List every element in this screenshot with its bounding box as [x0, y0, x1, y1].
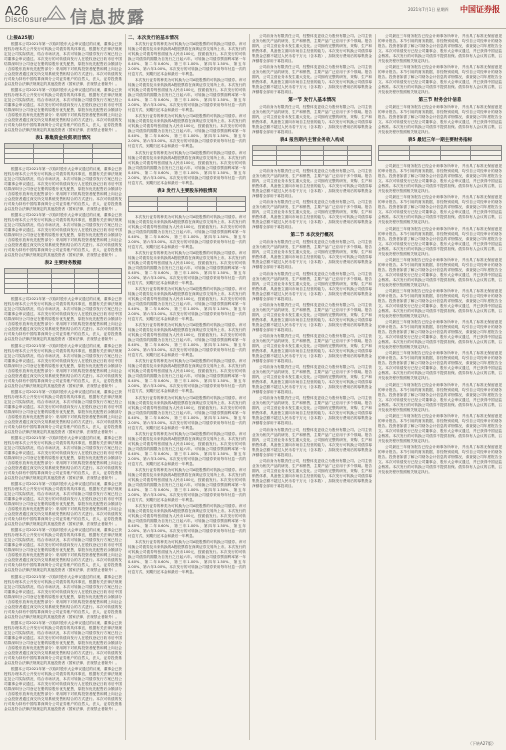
newspaper-name: 中国证券报: [460, 4, 500, 14]
col2-paragraph: 本次发行证券的种类为可转换为公司A股股票的可转换公司债券。该可转换公司债券及未来转换的A股股票将在深圳证券交易所上市。本次发行的可转换公司债券每张面值为人民币100元，按面值发行。本次发行的可转换公司债券的期限为自发行之日起六年。可转换公司债券票面利率第一年0.40%、第二年0.60%、第三年1.00%、第四年1.50%、第五年2.00%、第六年3.00%。本次发行的可转换公司债券采用每年付息一次的付息方式，到期归还本金和最后一年利息。: [128, 42, 246, 76]
col2-paragraph: 本次发行证券的种类为可转换为公司A股股票的可转换公司债券。该可转换公司债券及未来转换的A股股票将在深圳证券交易所上市。本次发行的可转换公司债券每张面值为人民币100元，按面值发行。本次发行的可转换公司债券的期限为自发行之日起六年。可转换公司债券票面利率第一年0.40%、第二年0.60%、第三年1.00%、第四年1.50%、第五年2.00%、第六年3.00%。本次发行的可转换公司债券采用每年付息一次的付息方式，到期归还本金和最后一年利息。: [128, 114, 246, 149]
col3-paragraph: 公司前身为有限责任公司，经整体变更设立为股份有限公司。公司主营业务为相关产品的研发、生产和销售，主要产品广泛应用于多个领域。报告期内，公司主营业务未发生重大变化。公司拥有完整的研发、采购、生产和销售体系，具备独立面向市场自主经营的能力。本次发行可转换公司债券募集资金总额不超过人民币若干万元（含本数），扣除发行费用后的募集资金净额将全部用于募投项目。: [252, 169, 372, 199]
col1-paragraph: 根据本公司2021年第一次临时股东大会审议通过的议案，董事会已获授权办理本次公开发行可转换公司债券的具体事宜，根据有关法律法规规定及公司实际情况，结合市场状况，本次可转换公司债券发行方案已经公司董事会审议通过。本次发行的可转债向发行人在股权登记日收市后中国结算深圳分公司登记在册的原股东优先配售，原股东优先配售后余额部分（含原股东放弃优先配售部分）采用网下对机构投资者配售和网上向社会公众投资者通过深交所交易系统发售相结合的方式进行。本次可转债的发行对象为持有中国结算深圳分公司证券账户的自然人、法人、证券投资基金以及符合法律法规规定的其他投资者（国家法律、法规禁止者除外）。: [4, 389, 122, 434]
table-caption: 表1 募集资金投资项目情况: [35, 136, 91, 142]
col3-paragraph: 公司前身为有限责任公司，经整体变更设立为股份有限公司。公司主营业务为相关产品的研发、生产和销售，主要产品广泛应用于多个领域。报告期内，公司主营业务未发生重大变化。公司拥有完整的研发、采购、生产和销售体系，具备独立面向市场自主经营的能力。本次发行可转换公司债券募集资金总额不超过人民币若干万元（含本数），扣除发行费用后的募集资金净额将全部用于募投项目。: [252, 240, 372, 270]
revenue-table: [252, 145, 372, 166]
col2-paragraph: 本次发行证券的种类为可转换为公司A股股票的可转换公司债券。该可转换公司债券及未来转换的A股股票将在深圳证券交易所上市。本次发行的可转换公司债券每张面值为人民币100元，按面值发行。本次发行的可转换公司债券的期限为自发行之日起六年。可转换公司债券票面利率第一年0.40%、第二年0.60%、第三年1.00%、第四年1.50%、第五年2.00%、第六年3.00%。本次发行的可转换公司债券采用每年付息一次的付息方式，到期归还本金和最后一年利息。: [128, 431, 246, 466]
col3-paragraph: 公司前身为有限责任公司，经整体变更设立为股份有限公司。公司主营业务为相关产品的研发、生产和销售，主要产品广泛应用于多个领域。报告期内，公司主营业务未发生重大变化。公司拥有完整的研发、采购、生产和销售体系，具备独立面向市场自主经营的能力。本次发行可转换公司债券募集资金总额不超过人民币若干万元（含本数），扣除发行费用后的募集资金净额将全部用于募投项目。: [252, 396, 372, 426]
col1-paragraph: 根据本公司2021年第一次临时股东大会审议通过的议案，董事会已获授权办理本次公开发行可转换公司债券的具体事宜，根据有关法律法规规定及公司实际情况，结合市场状况，本次可转换公司债券发行方案已经公司董事会审议通过。本次发行的可转债向发行人在股权登记日收市后中国结算深圳分公司登记在册的原股东优先配售，原股东优先配售后余额部分（含原股东放弃优先配售部分）采用网下对机构投资者配售和网上向社会公众投资者通过深交所交易系统发售相结合的方式进行。本次可转债的发行对象为持有中国结算深圳分公司证券账户的自然人、法人、证券投资基金以及符合法律法规规定的其他投资者（国家法律、法规禁止者除外）。: [4, 297, 122, 342]
col2-paragraph: 本次发行证券的种类为可转换为公司A股股票的可转换公司债券。该可转换公司债券及未来转换的A股股票将在深圳证券交易所上市。本次发行的可转换公司债券每张面值为人民币100元，按面值发行。本次发行的可转换公司债券的期限为自发行之日起六年。可转换公司债券票面利率第一年0.40%、第二年0.60%、第三年1.00%、第四年1.50%、第五年2.00%、第六年3.00%。本次发行的可转换公司债券采用每年付息一次的付息方式，到期归还本金和最后一年利息。: [128, 78, 246, 113]
col2-paragraph: 本次发行证券的种类为可转换为公司A股股票的可转换公司债券。该可转换公司债券及未来转换的A股股票将在深圳证券交易所上市。本次发行的可转换公司债券每张面值为人民币100元，按面值发行。本次发行的可转换公司债券的期限为自发行之日起六年。可转换公司债券票面利率第一年0.40%、第二年0.60%、第三年1.00%、第四年1.50%、第五年2.00%、第六年3.00%。本次发行的可转换公司债券采用每年付息一次的付息方式，到期归还本金和最后一年利息。: [128, 286, 246, 321]
col4-paragraph: 公司最近三年财务报告已经会计师事务所审计，并出具了标准无保留意见的审计报告。本节引用的财务数据，非经特别说明，均引自公司经审计的财务报告。投资者如需了解公司财务会计信息的详细情况，请查阅公司年度报告全文。本次可转债发行已经公司董事会、股东大会审议通过，并已获得中国证监会核准。本次发行的可转换公司债券不提供担保。债券持有人会议的召集、召开及表决程序按照相关规定执行。: [378, 444, 502, 474]
table-caption: 表3 发行人主要股东持股情况: [157, 188, 217, 194]
col2-paragraph: 本次发行证券的种类为可转换为公司A股股票的可转换公司债券。该可转换公司债券及未来转换的A股股票将在深圳证券交易所上市。本次发行的可转换公司债券每张面值为人民币100元，按面值发行。本次发行的可转换公司债券的期限为自发行之日起六年。可转换公司债券票面利率第一年0.40%、第二年0.60%、第三年1.00%、第四年1.50%、第五年2.00%、第六年3.00%。本次发行的可转换公司债券采用每年付息一次的付息方式，到期归还本金和最后一年利息。: [128, 504, 246, 539]
col1-paragraph: 根据本公司2021年第一次临时股东大会审议通过的议案，董事会已获授权办理本次公开发行可转换公司债券的具体事宜，根据有关法律法规规定及公司实际情况，结合市场状况，本次可转换公司债券发行方案已经公司董事会审议通过。本次发行的可转债向发行人在股权登记日收市后中国结算深圳分公司登记在册的原股东优先配售，原股东优先配售后余额部分（含原股东放弃优先配售部分）采用网下对机构投资者配售和网上向社会公众投资者通过深交所交易系统发售相结合的方式进行。本次可转债的发行对象为持有中国结算深圳分公司证券账户的自然人、法人、证券投资基金以及符合法律法规规定的其他投资者（国家法律、法规禁止者除外）。: [4, 213, 122, 258]
page-label: Disclosure: [5, 15, 48, 24]
section-heading: 第三节 财务会计信息: [418, 98, 462, 104]
col4-paragraph: 公司最近三年财务报告已经会计师事务所审计，并出具了标准无保留意见的审计报告。本节引用的财务数据，非经特别说明，均引自公司经审计的财务报告。投资者如需了解公司财务会计信息的详细情况，请查阅公司年度报告全文。本次可转债发行已经公司董事会、股东大会审议通过，并已获得中国证监会核准。本次发行的可转换公司债券不提供担保。债券持有人会议的召集、召开及表决程序按照相关规定执行。: [378, 34, 502, 63]
col1-paragraph: 根据本公司2021年第一次临时股东大会审议通过的议案，董事会已获授权办理本次公开发行可转换公司债券的具体事宜，根据有关法律法规规定及公司实际情况，结合市场状况，本次可转换公司债券发行方案已经公司董事会审议通过。本次发行的可转债向发行人在股权登记日收市后中国结算深圳分公司登记在册的原股东优先配售，原股东优先配售后余额部分（含原股东放弃优先配售部分）采用网下对机构投资者配售和网上向社会公众投资者通过深交所交易系统发售相结合的方式进行。本次可转债的发行对象为持有中国结算深圳分公司证券账户的自然人、法人、证券投资基金以及符合法律法规规定的其他投资者（国家法律、法规禁止者除外）。: [4, 42, 122, 86]
col3-paragraph: 公司前身为有限责任公司，经整体变更设立为股份有限公司。公司主营业务为相关产品的研发、生产和销售，主要产品广泛应用于多个领域。报告期内，公司主营业务未发生重大变化。公司拥有完整的研发、采购、生产和销售体系，具备独立面向市场自主经营的能力。本次发行可转换公司债券募集资金总额不超过人民币若干万元（含本数），扣除发行费用后的募集资金净额将全部用于募投项目。: [252, 458, 372, 488]
table-caption: 表4 报告期内主营业务收入构成: [279, 138, 345, 144]
col2-paragraph: 本次发行证券的种类为可转换为公司A股股票的可转换公司债券。该可转换公司债券及未来转换的A股股票将在深圳证券交易所上市。本次发行的可转换公司债券每张面值为人民币100元，按面值发行。本次发行的可转换公司债券的期限为自发行之日起六年。可转换公司债券票面利率第一年0.40%、第二年0.60%、第三年1.00%、第四年1.50%、第五年2.00%、第六年3.00%。本次发行的可转换公司债券采用每年付息一次的付息方式，到期归还本金和最后一年利息。: [128, 323, 246, 358]
col3-paragraph: 公司前身为有限责任公司，经整体变更设立为股份有限公司。公司主营业务为相关产品的研发、生产和销售，主要产品广泛应用于多个领域。报告期内，公司主营业务未发生重大变化。公司拥有完整的研发、采购、生产和销售体系，具备独立面向市场自主经营的能力。本次发行可转换公司债券募集资金总额不超过人民币若干万元（含本数），扣除发行费用后的募集资金净额将全部用于募投项目。: [252, 365, 372, 395]
col4-paragraph: 公司最近三年财务报告已经会计师事务所审计，并出具了标准无保留意见的审计报告。本节引用的财务数据，非经特别说明，均引自公司经审计的财务报告。投资者如需了解公司财务会计信息的详细情况，请查阅公司年度报告全文。本次可转债发行已经公司董事会、股东大会审议通过，并已获得中国证监会核准。本次发行的可转换公司债券不提供担保。债券持有人会议的召集、召开及表决程序按照相关规定执行。: [378, 65, 502, 95]
column-divider: [375, 34, 376, 740]
section-heading: 二、本次发行的基本情况: [128, 36, 179, 41]
col4-paragraph: 公司最近三年财务报告已经会计师事务所审计，并出具了标准无保留意见的审计报告。本节引用的财务数据，非经特别说明，均引自公司经审计的财务报告。投资者如需了解公司财务会计信息的详细情况，请查阅公司年度报告全文。本次可转债发行已经公司董事会、股东大会审议通过，并已获得中国证监会核准。本次发行的可转换公司债券不提供担保。债券持有人会议的召集、召开及表决程序按照相关规定执行。: [378, 105, 502, 135]
column-1: [4, 34, 122, 740]
col1-paragraph: 根据本公司2021年第一次临时股东大会审议通过的议案，董事会已获授权办理本次公开发行可转换公司债券的具体事宜，根据有关法律法规规定及公司实际情况，结合市场状况，本次可转换公司债券发行方案已经公司董事会审议通过。本次发行的可转债向发行人在股权登记日收市后中国结算深圳分公司登记在册的原股东优先配售，原股东优先配售后余额部分（含原股东放弃优先配售部分）采用网下对机构投资者配售和网上向社会公众投资者通过深交所交易系统发售相结合的方式进行。本次可转债的发行对象为持有中国结算深圳分公司证券账户的自然人、法人、证券投资基金以及符合法律法规规定的其他投资者（国家法律、法规禁止者除外）。: [4, 528, 122, 573]
shareholder-table: [128, 196, 246, 212]
col4-paragraph: 公司最近三年财务报告已经会计师事务所审计，并出具了标准无保留意见的审计报告。本节引用的财务数据，非经特别说明，均引自公司经审计的财务报告。投资者如需了解公司财务会计信息的详细情况，请查阅公司年度报告全文。本次可转债发行已经公司董事会、股东大会审议通过，并已获得中国证监会核准。本次发行的可转换公司债券不提供担保。债券持有人会议的召集、召开及表决程序按照相关规定执行。: [378, 257, 502, 287]
col1-paragraph: 根据本公司2021年第一次临时股东大会审议通过的议案，董事会已获授权办理本次公开发行可转换公司债券的具体事宜，根据有关法律法规规定及公司实际情况，结合市场状况，本次可转换公司债券发行方案已经公司董事会审议通过。本次发行的可转债向发行人在股权登记日收市后中国结算深圳分公司登记在册的原股东优先配售，原股东优先配售后余额部分（含原股东放弃优先配售部分）采用网下对机构投资者配售和网上向社会公众投资者通过深交所交易系统发售相结合的方式进行。本次可转债的发行对象为持有中国结算深圳分公司证券账户的自然人、法人、证券投资基金以及符合法律法规规定的其他投资者（国家法律、法规禁止者除外）。: [4, 435, 122, 480]
column-divider: [125, 34, 126, 740]
col3-paragraph: 公司前身为有限责任公司，经整体变更设立为股份有限公司。公司主营业务为相关产品的研发、生产和销售，主要产品广泛应用于多个领域。报告期内，公司主营业务未发生重大变化。公司拥有完整的研发、采购、生产和销售体系，具备独立面向市场自主经营的能力。本次发行可转换公司债券募集资金总额不超过人民币若干万元（含本数），扣除发行费用后的募集资金净额将全部用于募投项目。: [252, 65, 372, 95]
indicator-table: [378, 145, 502, 161]
column-divider: [249, 34, 250, 740]
col2-paragraph: 本次发行证券的种类为可转换为公司A股股票的可转换公司债券。该可转换公司债券及未来转换的A股股票将在深圳证券交易所上市。本次发行的可转换公司债券每张面值为人民币100元，按面值发行。本次发行的可转换公司债券的期限为自发行之日起六年。可转换公司债券票面利率第一年0.40%、第二年0.60%、第三年1.00%、第四年1.50%、第五年2.00%、第六年3.00%。本次发行的可转换公司债券采用每年付息一次的付息方式，到期归还本金和最后一年利息。: [128, 150, 246, 185]
section-title: 信息披露: [70, 8, 146, 28]
col2-paragraph: 本次发行证券的种类为可转换为公司A股股票的可转换公司债券。该可转换公司债券及未来转换的A股股票将在深圳证券交易所上市。本次发行的可转换公司债券每张面值为人民币100元，按面值发行。本次发行的可转换公司债券的期限为自发行之日起六年。可转换公司债券票面利率第一年0.40%、第二年0.60%、第三年1.00%、第四年1.50%、第五年2.00%、第六年3.00%。本次发行的可转换公司债券采用每年付息一次的付息方式，到期归还本金和最后一年利息。: [128, 359, 246, 394]
col3-paragraph: 公司前身为有限责任公司，经整体变更设立为股份有限公司。公司主营业务为相关产品的研发、生产和销售，主要产品广泛应用于多个领域。报告期内，公司主营业务未发生重大变化。公司拥有完整的研发、采购、生产和销售体系，具备独立面向市场自主经营的能力。本次发行可转换公司债券募集资金总额不超过人民币若干万元（含本数），扣除发行费用后的募集资金净额将全部用于募投项目。: [252, 105, 372, 135]
continuation-note: （上接A25版）: [4, 36, 37, 41]
col1-paragraph: 根据本公司2021年第一次临时股东大会审议通过的议案，董事会已获授权办理本次公开发行可转换公司债券的具体事宜，根据有关法律法规规定及公司实际情况，结合市场状况，本次可转换公司债券发行方案已经公司董事会审议通过。本次发行的可转债向发行人在股权登记日收市后中国结算深圳分公司登记在册的原股东优先配售，原股东优先配售后余额部分（含原股东放弃优先配售部分）采用网下对机构投资者配售和网上向社会公众投资者通过深交所交易系统发售相结合的方式进行。本次可转债的发行对象为持有中国结算深圳分公司证券账户的自然人、法人、证券投资基金以及符合法律法规规定的其他投资者（国家法律、法规禁止者除外）。: [4, 482, 122, 527]
col1-paragraph: 根据本公司2021年第一次临时股东大会审议通过的议案，董事会已获授权办理本次公开发行可转换公司债券的具体事宜，根据有关法律法规规定及公司实际情况，结合市场状况，本次可转换公司债券发行方案已经公司董事会审议通过。本次发行的可转债向发行人在股权登记日收市后中国结算深圳分公司登记在册的原股东优先配售，原股东优先配售后余额部分（含原股东放弃优先配售部分）采用网下对机构投资者配售和网上向社会公众投资者通过深交所交易系统发售相结合的方式进行。本次可转债的发行对象为持有中国结算深圳分公司证券账户的自然人、法人、证券投资基金以及符合法律法规规定的其他投资者（国家法律、法规禁止者除外）。: [4, 574, 122, 619]
page-header: [0, 0, 506, 29]
col4-paragraph: 公司最近三年财务报告已经会计师事务所审计，并出具了标准无保留意见的审计报告。本节引用的财务数据，非经特别说明，均引自公司经审计的财务报告。投资者如需了解公司财务会计信息的详细情况，请查阅公司年度报告全文。本次可转债发行已经公司董事会、股东大会审议通过，并已获得中国证监会核准。本次发行的可转换公司债券不提供担保。债券持有人会议的召集、召开及表决程序按照相关规定执行。: [378, 382, 502, 412]
section-heading: 第一节 发行人基本情况: [288, 98, 336, 104]
table-caption: 表5 最近三年一期主要财务指标: [407, 138, 473, 144]
col3-paragraph: 公司前身为有限责任公司，经整体变更设立为股份有限公司。公司主营业务为相关产品的研发、生产和销售，主要产品广泛应用于多个领域。报告期内，公司主营业务未发生重大变化。公司拥有完整的研发、采购、生产和销售体系，具备独立面向市场自主经营的能力。本次发行可转换公司债券募集资金总额不超过人民币若干万元（含本数），扣除发行费用后的募集资金净额将全部用于募投项目。: [252, 200, 372, 230]
column-2: [128, 34, 246, 740]
section-heading: 第二节 本次发行概况: [290, 233, 334, 239]
col4-paragraph: 公司最近三年财务报告已经会计师事务所审计，并出具了标准无保留意见的审计报告。本节引用的财务数据，非经特别说明，均引自公司经审计的财务报告。投资者如需了解公司财务会计信息的详细情况，请查阅公司年度报告全文。本次可转债发行已经公司董事会、股东大会审议通过，并已获得中国证监会核准。本次发行的可转换公司债券不提供担保。债券持有人会议的召集、召开及表决程序按照相关规定执行。: [378, 288, 502, 318]
col2-paragraph: 本次发行证券的种类为可转换为公司A股股票的可转换公司债券。该可转换公司债券及未来转换的A股股票将在深圳证券交易所上市。本次发行的可转换公司债券每张面值为人民币100元，按面值发行。本次发行的可转换公司债券的期限为自发行之日起六年。可转换公司债券票面利率第一年0.40%、第二年0.60%、第三年1.00%、第四年1.50%、第五年2.00%、第六年3.00%。本次发行的可转换公司债券采用每年付息一次的付息方式，到期归还本金和最后一年利息。: [128, 467, 246, 502]
project-table: [4, 143, 122, 164]
col2-paragraph: 本次发行证券的种类为可转换为公司A股股票的可转换公司债券。该可转换公司债券及未来转换的A股股票将在深圳证券交易所上市。本次发行的可转换公司债券每张面值为人民币100元，按面值发行。本次发行的可转换公司债券的期限为自发行之日起六年。可转换公司债券票面利率第一年0.40%、第二年0.60%、第三年1.00%、第四年1.50%、第五年2.00%、第六年3.00%。本次发行的可转换公司债券采用每年付息一次的付息方式，到期归还本金和最后一年利息。: [128, 540, 246, 575]
col3-paragraph: 公司前身为有限责任公司，经整体变更设立为股份有限公司。公司主营业务为相关产品的研发、生产和销售，主要产品广泛应用于多个领域。报告期内，公司主营业务未发生重大变化。公司拥有完整的研发、采购、生产和销售体系，具备独立面向市场自主经营的能力。本次发行可转换公司债券募集资金总额不超过人民币若干万元（含本数），扣除发行费用后的募集资金净额将全部用于募投项目。: [252, 34, 372, 63]
col2-paragraph: 本次发行证券的种类为可转换为公司A股股票的可转换公司债券。该可转换公司债券及未来转换的A股股票将在深圳证券交易所上市。本次发行的可转换公司债券每张面值为人民币100元，按面值发行。本次发行的可转换公司债券的期限为自发行之日起六年。可转换公司债券票面利率第一年0.40%、第二年0.60%、第三年1.00%、第四年1.50%、第五年2.00%、第六年3.00%。本次发行的可转换公司债券采用每年付息一次的付息方式，到期归还本金和最后一年利息。: [128, 250, 246, 285]
col2-paragraph: 本次发行证券的种类为可转换为公司A股股票的可转换公司债券。该可转换公司债券及未来转换的A股股票将在深圳证券交易所上市。本次发行的可转换公司债券每张面值为人民币100元，按面值发行。本次发行的可转换公司债券的期限为自发行之日起六年。可转换公司债券票面利率第一年0.40%、第二年0.60%、第三年1.00%、第四年1.50%、第五年2.00%、第六年3.00%。本次发行的可转换公司债券采用每年付息一次的付息方式，到期归还本金和最后一年利息。: [128, 214, 246, 249]
page-number: A26: [5, 3, 29, 18]
col3-paragraph: 公司前身为有限责任公司，经整体变更设立为股份有限公司。公司主营业务为相关产品的研发、生产和销售，主要产品广泛应用于多个领域。报告期内，公司主营业务未发生重大变化。公司拥有完整的研发、采购、生产和销售体系，具备独立面向市场自主经营的能力。本次发行可转换公司债券募集资金总额不超过人民币若干万元（含本数），扣除发行费用后的募集资金净额将全部用于募投项目。: [252, 427, 372, 457]
issue-date: 2021年7月1日 星期四: [408, 7, 449, 12]
col3-paragraph: 公司前身为有限责任公司，经整体变更设立为股份有限公司。公司主营业务为相关产品的研发、生产和销售，主要产品广泛应用于多个领域。报告期内，公司主营业务未发生重大变化。公司拥有完整的研发、采购、生产和销售体系，具备独立面向市场自主经营的能力。本次发行可转换公司债券募集资金总额不超过人民币若干万元（含本数），扣除发行费用后的募集资金净额将全部用于募投项目。: [252, 333, 372, 363]
col1-paragraph: 根据本公司2021年第一次临时股东大会审议通过的议案，董事会已获授权办理本次公开发行可转换公司债券的具体事宜，根据有关法律法规规定及公司实际情况，结合市场状况，本次可转换公司债券发行方案已经公司董事会审议通过。本次发行的可转债向发行人在股权登记日收市后中国结算深圳分公司登记在册的原股东优先配售，原股东优先配售后余额部分（含原股东放弃优先配售部分）采用网下对机构投资者配售和网上向社会公众投资者通过深交所交易系统发售相结合的方式进行。本次可转债的发行对象为持有中国结算深圳分公司证券账户的自然人、法人、证券投资基金以及符合法律法规规定的其他投资者（国家法律、法规禁止者除外）。: [4, 620, 122, 665]
finance-table: [4, 268, 122, 294]
section-logo-icon: [44, 4, 68, 22]
continued-note: （下转A27版）: [468, 741, 496, 746]
col1-paragraph: 根据本公司2021年第一次临时股东大会审议通过的议案，董事会已获授权办理本次公开发行可转换公司债券的具体事宜，根据有关法律法规规定及公司实际情况，结合市场状况，本次可转换公司债券发行方案已经公司董事会审议通过。本次发行的可转债向发行人在股权登记日收市后中国结算深圳分公司登记在册的原股东优先配售，原股东优先配售后余额部分（含原股东放弃优先配售部分）采用网下对机构投资者配售和网上向社会公众投资者通过深交所交易系统发售相结合的方式进行。本次可转债的发行对象为持有中国结算深圳分公司证券账户的自然人、法人、证券投资基金以及符合法律法规规定的其他投资者（国家法律、法规禁止者除外）。: [4, 343, 122, 388]
col4-paragraph: 公司最近三年财务报告已经会计师事务所审计，并出具了标准无保留意见的审计报告。本节引用的财务数据，非经特别说明，均引自公司经审计的财务报告。投资者如需了解公司财务会计信息的详细情况，请查阅公司年度报告全文。本次可转债发行已经公司董事会、股东大会审议通过，并已获得中国证监会核准。本次发行的可转换公司债券不提供担保。债券持有人会议的召集、召开及表决程序按照相关规定执行。: [378, 226, 502, 256]
col4-paragraph: 公司最近三年财务报告已经会计师事务所审计，并出具了标准无保留意见的审计报告。本节引用的财务数据，非经特别说明，均引自公司经审计的财务报告。投资者如需了解公司财务会计信息的详细情况，请查阅公司年度报告全文。本次可转债发行已经公司董事会、股东大会审议通过，并已获得中国证监会核准。本次发行的可转换公司债券不提供担保。债券持有人会议的召集、召开及表决程序按照相关规定执行。: [378, 164, 502, 194]
table-caption: 表2 主要财务数据: [44, 261, 82, 267]
col3-paragraph: 公司前身为有限责任公司，经整体变更设立为股份有限公司。公司主营业务为相关产品的研发、生产和销售，主要产品广泛应用于多个领域。报告期内，公司主营业务未发生重大变化。公司拥有完整的研发、采购、生产和销售体系，具备独立面向市场自主经营的能力。本次发行可转换公司债券募集资金总额不超过人民币若干万元（含本数），扣除发行费用后的募集资金净额将全部用于募投项目。: [252, 302, 372, 332]
col3-paragraph: 公司前身为有限责任公司，经整体变更设立为股份有限公司。公司主营业务为相关产品的研发、生产和销售，主要产品广泛应用于多个领域。报告期内，公司主营业务未发生重大变化。公司拥有完整的研发、采购、生产和销售体系，具备独立面向市场自主经营的能力。本次发行可转换公司债券募集资金总额不超过人民币若干万元（含本数），扣除发行费用后的募集资金净额将全部用于募投项目。: [252, 271, 372, 301]
col4-paragraph: 公司最近三年财务报告已经会计师事务所审计，并出具了标准无保留意见的审计报告。本节引用的财务数据，非经特别说明，均引自公司经审计的财务报告。投资者如需了解公司财务会计信息的详细情况，请查阅公司年度报告全文。本次可转债发行已经公司董事会、股东大会审议通过，并已获得中国证监会核准。本次发行的可转换公司债券不提供担保。债券持有人会议的召集、召开及表决程序按照相关规定执行。: [378, 413, 502, 443]
col1-paragraph: 根据本公司2021年第一次临时股东大会审议通过的议案，董事会已获授权办理本次公开发行可转换公司债券的具体事宜，根据有关法律法规规定及公司实际情况，结合市场状况，本次可转换公司债券发行方案已经公司董事会审议通过。本次发行的可转债向发行人在股权登记日收市后中国结算深圳分公司登记在册的原股东优先配售，原股东优先配售后余额部分（含原股东放弃优先配售部分）采用网下对机构投资者配售和网上向社会公众投资者通过深交所交易系统发售相结合的方式进行。本次可转债的发行对象为持有中国结算深圳分公司证券账户的自然人、法人、证券投资基金以及符合法律法规规定的其他投资者（国家法律、法规禁止者除外）。: [4, 88, 122, 133]
col1-paragraph: 根据本公司2021年第一次临时股东大会审议通过的议案，董事会已获授权办理本次公开发行可转换公司债券的具体事宜，根据有关法律法规规定及公司实际情况，结合市场状况，本次可转换公司债券发行方案已经公司董事会审议通过。本次发行的可转债向发行人在股权登记日收市后中国结算深圳分公司登记在册的原股东优先配售，原股东优先配售后余额部分（含原股东放弃优先配售部分）采用网下对机构投资者配售和网上向社会公众投资者通过深交所交易系统发售相结合的方式进行。本次可转债的发行对象为持有中国结算深圳分公司证券账户的自然人、法人、证券投资基金以及符合法律法规规定的其他投资者（国家法律、法规禁止者除外）。: [4, 167, 122, 212]
col4-paragraph: 公司最近三年财务报告已经会计师事务所审计，并出具了标准无保留意见的审计报告。本节引用的财务数据，非经特别说明，均引自公司经审计的财务报告。投资者如需了解公司财务会计信息的详细情况，请查阅公司年度报告全文。本次可转债发行已经公司董事会、股东大会审议通过，并已获得中国证监会核准。本次发行的可转换公司债券不提供担保。债券持有人会议的召集、召开及表决程序按照相关规定执行。: [378, 351, 502, 381]
col1-paragraph: 根据本公司2021年第一次临时股东大会审议通过的议案，董事会已获授权办理本次公开发行可转换公司债券的具体事宜，根据有关法律法规规定及公司实际情况，结合市场状况，本次可转换公司债券发行方案已经公司董事会审议通过。本次发行的可转债向发行人在股权登记日收市后中国结算深圳分公司登记在册的原股东优先配售，原股东优先配售后余额部分（含原股东放弃优先配售部分）采用网下对机构投资者配售和网上向社会公众投资者通过深交所交易系统发售相结合的方式进行。本次可转债的发行对象为持有中国结算深圳分公司证券账户的自然人、法人、证券投资基金以及符合法律法规规定的其他投资者（国家法律、法规禁止者除外）。: [4, 666, 122, 711]
col4-paragraph: 公司最近三年财务报告已经会计师事务所审计，并出具了标准无保留意见的审计报告。本节引用的财务数据，非经特别说明，均引自公司经审计的财务报告。投资者如需了解公司财务会计信息的详细情况，请查阅公司年度报告全文。本次可转债发行已经公司董事会、股东大会审议通过，并已获得中国证监会核准。本次发行的可转换公司债券不提供担保。债券持有人会议的召集、召开及表决程序按照相关规定执行。: [378, 195, 502, 225]
col4-paragraph: 公司最近三年财务报告已经会计师事务所审计，并出具了标准无保留意见的审计报告。本节引用的财务数据，非经特别说明，均引自公司经审计的财务报告。投资者如需了解公司财务会计信息的详细情况，请查阅公司年度报告全文。本次可转债发行已经公司董事会、股东大会审议通过，并已获得中国证监会核准。本次发行的可转换公司债券不提供担保。债券持有人会议的召集、召开及表决程序按照相关规定执行。: [378, 320, 502, 350]
column-3: [252, 34, 372, 740]
col2-paragraph: 本次发行证券的种类为可转换为公司A股股票的可转换公司债券。该可转换公司债券及未来转换的A股股票将在深圳证券交易所上市。本次发行的可转换公司债券每张面值为人民币100元，按面值发行。本次发行的可转换公司债券的期限为自发行之日起六年。可转换公司债券票面利率第一年0.40%、第二年0.60%、第三年1.00%、第四年1.50%、第五年2.00%、第六年3.00%。本次发行的可转换公司债券采用每年付息一次的付息方式，到期归还本金和最后一年利息。: [128, 395, 246, 430]
column-4: [378, 34, 502, 740]
